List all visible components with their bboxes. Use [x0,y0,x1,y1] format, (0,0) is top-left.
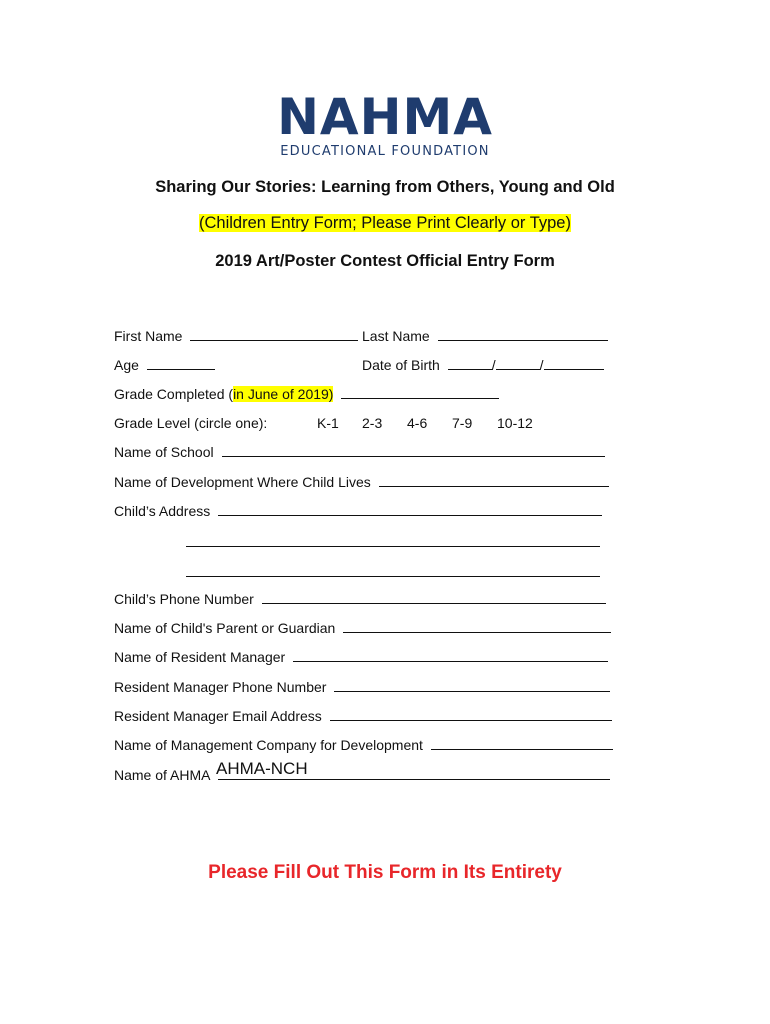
address-label: Child’s Address [114,503,211,519]
rm-phone-label: Resident Manager Phone Number [114,679,327,695]
address-field-line3[interactable] [186,576,600,577]
dob-row: Date of Birth / / [362,355,604,375]
grade-completed-field[interactable] [341,384,499,399]
grade-option[interactable]: 4-6 [407,415,428,431]
age-label: Age [114,357,139,373]
grade-option[interactable]: 7-9 [452,415,473,431]
ahma-row [114,765,610,785]
development-field[interactable] [379,472,609,487]
development-label: Name of Development Where Child Lives [114,474,371,490]
logo-subtitle: EDUCATIONAL FOUNDATION [280,144,490,159]
development-row [114,472,609,492]
age-row [114,355,215,375]
dob-day-field[interactable] [496,355,540,370]
first-name-row [114,326,358,346]
last-name-label: Last Name [362,328,430,344]
last-name-row [362,326,608,346]
grade-option[interactable]: 10-12 [497,415,533,431]
last-name-field[interactable] [438,326,608,341]
grade-level-label: Grade Level (circle one): [114,415,268,431]
grade-option[interactable]: K-1 [317,415,339,431]
grade-completed-label: Grade Completed ( [114,386,234,402]
phone-row [114,589,606,609]
mgmt-company-field[interactable] [431,735,613,750]
first-name-label: First Name [114,328,183,344]
age-field[interactable] [147,355,215,370]
resident-manager-field[interactable] [293,647,608,662]
dob-label: Date of Birth [362,357,440,373]
address-row [114,501,602,521]
fill-out-notice: Please Fill Out This Form in Its Entirety [208,862,562,883]
mgmt-company-row [114,735,613,755]
dob-month-field[interactable] [448,355,492,370]
resident-manager-label: Name of Resident Manager [114,649,286,665]
address-field-line2[interactable] [186,546,600,547]
nahma-logo [0,88,770,159]
dob-year-field[interactable] [544,355,604,370]
school-row [114,442,605,462]
phone-field[interactable] [262,589,606,604]
address-field-line1[interactable] [218,501,602,516]
page-title: Sharing Our Stories: Learning from Others, Young and Old [155,178,615,196]
instruction-text: (Children Entry Form; Please Print Clearly or Type) [199,214,571,232]
school-field[interactable] [222,442,605,457]
rm-phone-field[interactable] [334,677,610,692]
first-name-field[interactable] [190,326,358,341]
mgmt-company-label: Name of Management Company for Development [114,737,423,753]
grade-completed-note: in June of 2019) [233,386,334,402]
rm-phone-row [114,677,610,697]
instruction-line [0,214,770,233]
rm-email-label: Resident Manager Email Address [114,708,322,724]
resident-manager-row [114,647,608,667]
parent-label: Name of Child's Parent or Guardian [114,620,336,636]
grade-completed-row [114,384,499,404]
parent-row [114,618,611,638]
parent-field[interactable] [343,618,611,633]
ahma-label: Name of AHMA [114,767,210,783]
rm-email-field[interactable] [330,706,612,721]
form-title: 2019 Art/Poster Contest Official Entry Form [215,252,555,270]
logo-wordmark: NAHMA [277,88,493,146]
rm-email-row [114,706,612,726]
phone-label: Child’s Phone Number [114,591,254,607]
grade-option[interactable]: 2-3 [362,415,383,431]
ahma-value: AHMA-NCH [216,759,308,778]
school-label: Name of School [114,444,214,460]
